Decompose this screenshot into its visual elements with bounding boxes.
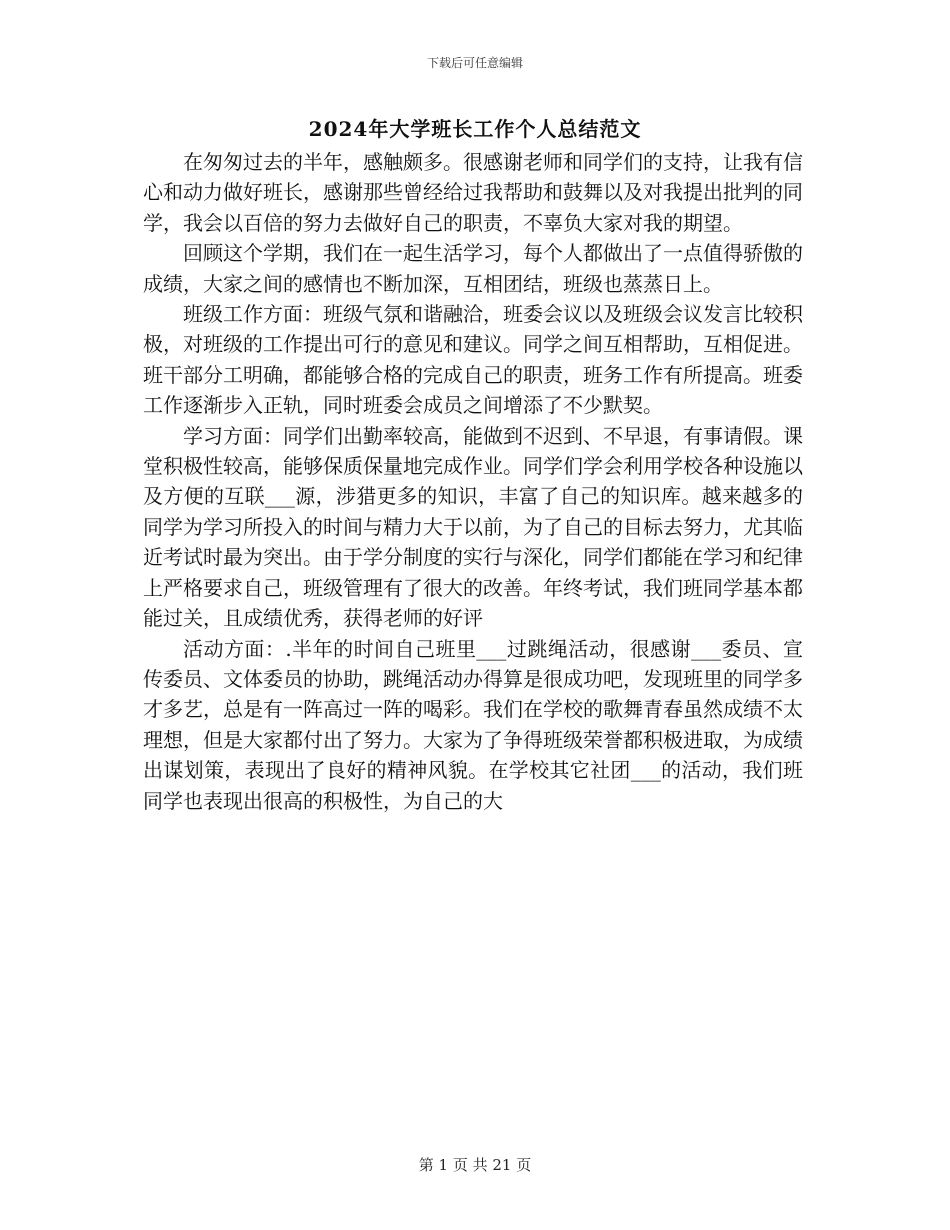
paragraph-class-work: 班级工作方面：班级气氛和谐融洽，班委会议以及班级会议发言比较积极，对班级的工作提出可行的意见和建议。同学之间互相帮助，互相促进。班干部分工明确，都能够合格的完成自己的职责，班务工作有所提高。班委工作逐渐步入正轨，同时班委会成员之间增添了不少默契。 [143,302,803,418]
paragraph-activities: 活动方面：.半年的时间自己班里___过跳绳活动，很感谢___委员、宣传委员、文体委员的协助，跳绳活动办得算是很成功吧，发现班里的同学多才多艺，总是有一阵高过一阵的喝彩。我们在学校的歌舞青春虽然成绩不太理想，但是大家都付出了努力。大家为了争得班级荣誉都积极进取，为成绩出谋划策，表现出了良好的精神风貌。在学校其它社团___的活动，我们班同学也表现出很高的积极性，为自己的大 [143,636,803,813]
page-number-footer: 第 1 页 共 21 页 [418,1156,532,1174]
paragraph-review: 回顾这个学期，我们在一起生活学习，每个人都做出了一点值得骄傲的成绩，大家之间的感情也不断加深，互相团结，班级也蒸蒸日上。 [143,241,803,296]
paragraph-study: 学习方面：同学们出勤率较高，能做到不迟到、不早退，有事请假。课堂积极性较高，能够保质保量地完成作业。同学们学会利用学校各种设施以及方便的互联___源，涉猎更多的知识，丰富了自己的知识库。越来越多的同学为学习所投入的时间与精力大于以前，为了自己的目标去努力，尤其临近考试时最为突出。由于学分制度的实行与深化，同学们都能在学习和纪律上严格要求自己，班级管理有了很大的改善。年终考试，我们班同学基本都能过关，且成绩优秀，获得老师的好评 [143,423,803,631]
paragraph-intro: 在匆匆过去的半年，感触颇多。很感谢老师和同学们的支持，让我有信心和动力做好班长，感谢那些曾经给过我帮助和鼓舞以及对我提出批判的同学，我会以百倍的努力去做好自己的职责，不辜负大家对我的期望。 [143,150,803,235]
header-note: 下载后可任意编辑 [426,56,523,70]
document-body [143,147,803,816]
document-title: 2024年大学班长工作个人总结范文 [308,117,642,141]
